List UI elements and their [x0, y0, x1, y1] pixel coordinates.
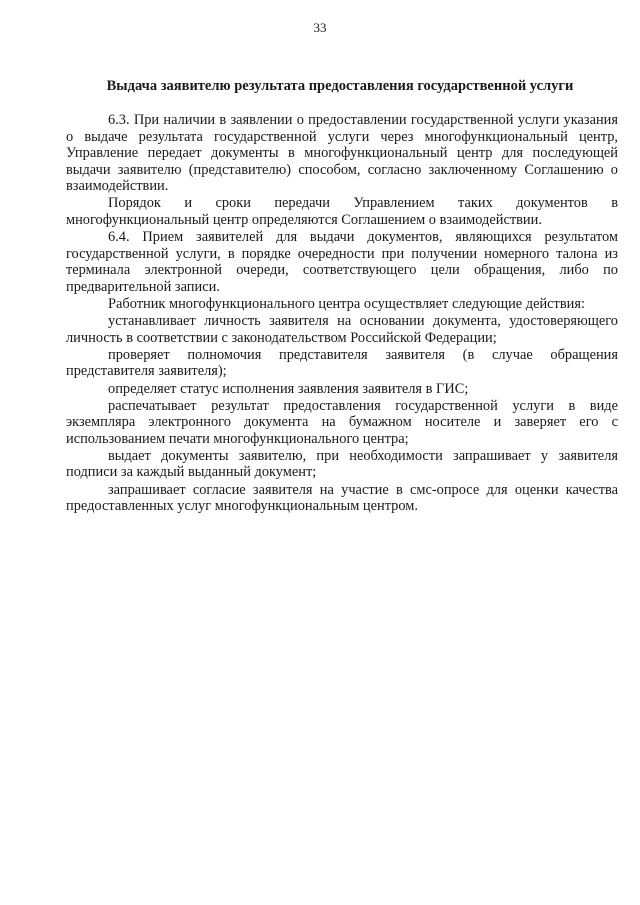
paragraph-authority-check: проверяет полномочия представителя заявителя (в случае обращения представителя заявителя); [66, 346, 618, 380]
paragraph-6-4: 6.4. Прием заявителей для выдачи документов, являющихся результатом государственной услуги, в порядке очередности при получении номерного талона из терминала электронной очереди, соответствующего цели обращения, либо по предварительной записи. [66, 229, 618, 295]
paragraph-transfer-order: Порядок и сроки передачи Управлением таких документов в многофункциональный центр определяются Соглашением о взаимодействии. [66, 195, 618, 229]
section-title: Выдача заявителю результата предоставления государственной услуги [106, 78, 574, 94]
paragraph-issue-documents: выдает документы заявителю, при необходимости запрашивает у заявителя подписи за каждый выданный документ; [66, 447, 618, 481]
paragraph-sms-survey: запрашивает согласие заявителя на участие в смс-опросе для оценки качества предоставленных услуг многофункциональным центром. [66, 481, 618, 515]
paragraph-worker-actions: Работник многофункционального центра осуществляет следующие действия: [108, 296, 585, 313]
document-body [66, 112, 618, 515]
paragraph-status-check: определяет статус исполнения заявления заявителя в ГИС; [108, 380, 469, 397]
page-number: 33 [313, 20, 327, 35]
paragraph-print-result: распечатывает результат предоставления государственной услуги в виде экземпляра электронного документа на бумажном носителе и заверяет его с использованием печати многофункционального центра; [66, 397, 618, 447]
paragraph-6-3: 6.3. При наличии в заявлении о предоставлении государственной услуги указания о выдаче результата государственной услуги через многофункциональный центр, Управление передает документы в многофункциональный центр для последующей выдачи заявителю (представителю) способом, согласно заключенному Соглашению о взаимодействии. [66, 112, 618, 195]
paragraph-identity-check: устанавливает личность заявителя на основании документа, удостоверяющего личность в соответствии с законодательством Российской Федерации; [66, 313, 618, 346]
